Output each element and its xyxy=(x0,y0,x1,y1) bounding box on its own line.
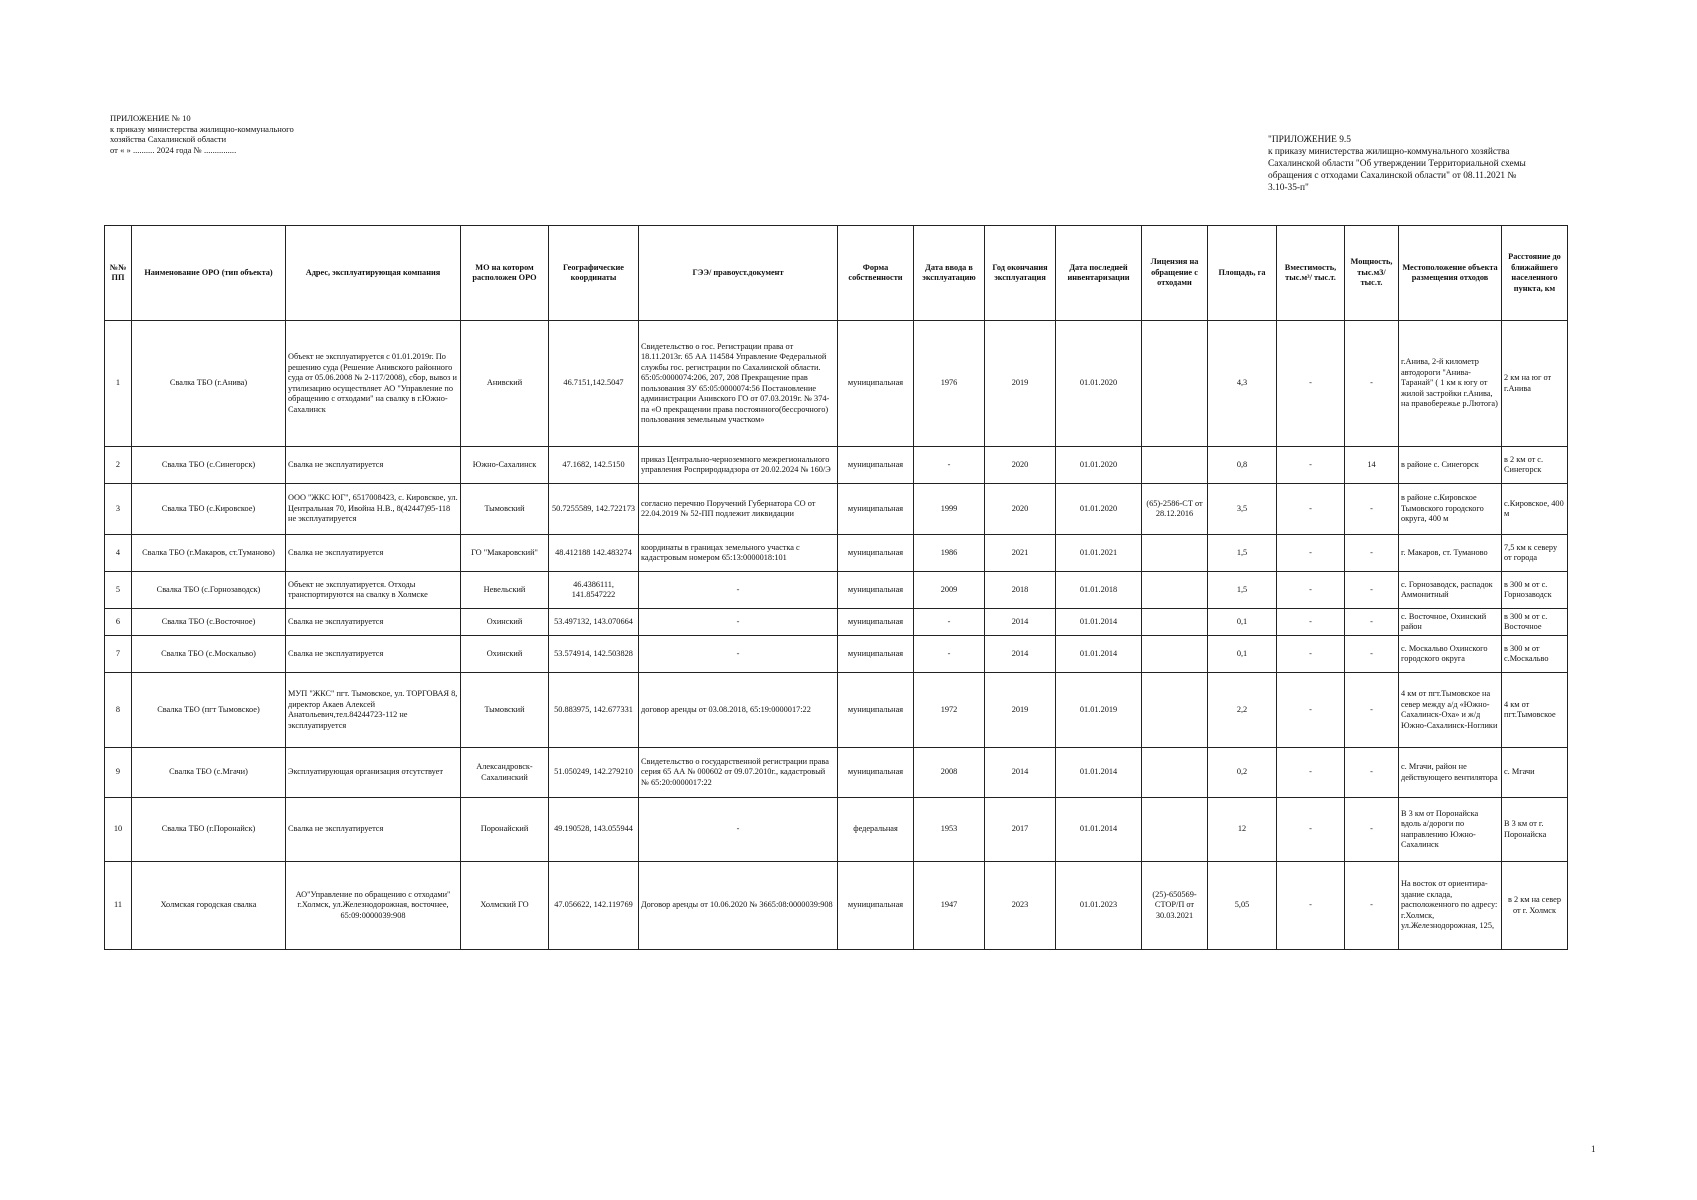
cell-coordinates: 50.7255589, 142.722173 xyxy=(549,484,639,535)
cell-municipality: Южно-Сахалинск xyxy=(461,447,549,484)
cell-municipality: Охинский xyxy=(461,636,549,673)
cell-address-operator: Эксплуатирующая организация отсутствует xyxy=(286,748,461,798)
cell-area: 4,3 xyxy=(1208,321,1277,447)
table-row xyxy=(105,748,1568,798)
cell-address-operator: ООО "ЖКС ЮГ", 6517008423, с. Кировское, ул. Центральная 70, Ивойна Н.В., 8(42447)95-118 не эксплуатируется xyxy=(286,484,461,535)
cell-inventory-date: 01.01.2014 xyxy=(1056,798,1142,862)
cell-license xyxy=(1142,321,1208,447)
cell-legal-document: - xyxy=(639,636,838,673)
cell-power: - xyxy=(1345,572,1399,609)
cell-object-name: Свалка ТБО (с.Горнозаводск) xyxy=(132,572,286,609)
cell-object-name: Холмская городская свалка xyxy=(132,862,286,950)
cell-inventory-date: 01.01.2020 xyxy=(1056,484,1142,535)
cell-ownership: муниципальная xyxy=(838,447,914,484)
cell-municipality: Невельский xyxy=(461,572,549,609)
cell-power: - xyxy=(1345,748,1399,798)
cell-location: с. Восточное, Охинский район xyxy=(1399,609,1502,636)
header-right-line: обращения с отходами Сахалинской области" от 08.11.2021 № xyxy=(1268,171,1517,181)
cell-ownership: муниципальная xyxy=(838,484,914,535)
cell-row-number: 3 xyxy=(105,484,132,535)
cell-row-number: 9 xyxy=(105,748,132,798)
cell-location: с. Москальво Охинского городского округа xyxy=(1399,636,1502,673)
waste-facilities-table xyxy=(104,225,1568,950)
cell-license: (25)-650569-СТОР/П от 30.03.2021 xyxy=(1142,862,1208,950)
table-row xyxy=(105,862,1568,950)
cell-address-operator: Свалка не эксплуатируется xyxy=(286,447,461,484)
cell-row-number: 11 xyxy=(105,862,132,950)
cell-legal-document: Свидетельство о государственной регистрации права серия 65 АА № 000602 от 09.07.2010г., кадастровый № 65:20:0000017:22 xyxy=(639,748,838,798)
cell-start-date: 1972 xyxy=(914,673,985,748)
cell-area: 0,8 xyxy=(1208,447,1277,484)
header-left-line: хозяйства Сахалинской области xyxy=(110,134,227,145)
cell-start-date: 1986 xyxy=(914,535,985,572)
column-header-area: Площадь, га xyxy=(1208,226,1277,321)
table-row xyxy=(105,572,1568,609)
column-header-capacity: Вместимость, тыс.м³/ тыс.т. xyxy=(1277,226,1345,321)
cell-license xyxy=(1142,636,1208,673)
header-left-line: к приказу министерства жилищно-коммунального xyxy=(110,123,294,134)
cell-address-operator: Свалка не эксплуатируется xyxy=(286,636,461,673)
cell-row-number: 4 xyxy=(105,535,132,572)
cell-start-date: 1953 xyxy=(914,798,985,862)
cell-inventory-date: 01.01.2021 xyxy=(1056,535,1142,572)
cell-object-name: Свалка ТБО (г.Поронайск) xyxy=(132,798,286,862)
table-row xyxy=(105,535,1568,572)
cell-address-operator: Свалка не эксплуатируется xyxy=(286,609,461,636)
cell-license xyxy=(1142,535,1208,572)
cell-object-name: Свалка ТБО (пгт Тымовское) xyxy=(132,673,286,748)
cell-address-operator: Свалка не эксплуатируется xyxy=(286,798,461,862)
cell-distance: с. Мгачи xyxy=(1502,748,1568,798)
header-left-line: от « » .......... 2024 года № ............... xyxy=(110,144,237,155)
cell-power: - xyxy=(1345,798,1399,862)
cell-power: - xyxy=(1345,673,1399,748)
cell-ownership: муниципальная xyxy=(838,636,914,673)
cell-object-name: Свалка ТБО (г.Анива) xyxy=(132,321,286,447)
header-left xyxy=(110,113,410,155)
cell-capacity: - xyxy=(1277,609,1345,636)
cell-start-date: 1947 xyxy=(914,862,985,950)
cell-license xyxy=(1142,748,1208,798)
cell-end-year: 2023 xyxy=(985,862,1056,950)
header-right xyxy=(1268,134,1563,194)
cell-location: На восток от ориентира-здание склада, расположенного по адресу: г.Холмск, ул.Железнодорожная, 125, xyxy=(1399,862,1502,950)
cell-distance: 7,5 км к северу от города xyxy=(1502,535,1568,572)
table-row xyxy=(105,636,1568,673)
cell-license xyxy=(1142,572,1208,609)
cell-end-year: 2018 xyxy=(985,572,1056,609)
cell-inventory-date: 01.01.2018 xyxy=(1056,572,1142,609)
cell-end-year: 2021 xyxy=(985,535,1056,572)
cell-distance: в 300 м от с. Горнозаводск xyxy=(1502,572,1568,609)
cell-address-operator: Свалка не эксплуатируется xyxy=(286,535,461,572)
page-number: 1 xyxy=(1591,1144,1596,1154)
cell-municipality: Холмский ГО xyxy=(461,862,549,950)
cell-power: - xyxy=(1345,484,1399,535)
cell-coordinates: 46.7151,142.5047 xyxy=(549,321,639,447)
cell-area: 1,5 xyxy=(1208,572,1277,609)
cell-license: (65)-2586-СТ от 28.12.2016 xyxy=(1142,484,1208,535)
cell-ownership: муниципальная xyxy=(838,862,914,950)
cell-area: 5,05 xyxy=(1208,862,1277,950)
cell-area: 12 xyxy=(1208,798,1277,862)
cell-distance: 2 км на юг от г.Анива xyxy=(1502,321,1568,447)
cell-area: 1,5 xyxy=(1208,535,1277,572)
cell-end-year: 2020 xyxy=(985,484,1056,535)
column-header-end-year: Год окончания эксплуатация xyxy=(985,226,1056,321)
cell-inventory-date: 01.01.2014 xyxy=(1056,636,1142,673)
cell-distance: 4 км от пгт.Тымовское xyxy=(1502,673,1568,748)
cell-inventory-date: 01.01.2014 xyxy=(1056,748,1142,798)
column-header-inventory-date: Дата последней инвентаризации xyxy=(1056,226,1142,321)
cell-row-number: 2 xyxy=(105,447,132,484)
cell-row-number: 8 xyxy=(105,673,132,748)
cell-municipality: Тымовский xyxy=(461,484,549,535)
cell-coordinates: 48.412188 142.483274 xyxy=(549,535,639,572)
table-row xyxy=(105,447,1568,484)
table-row xyxy=(105,609,1568,636)
cell-municipality: ГО "Макаровский" xyxy=(461,535,549,572)
column-header-legal-document: ГЭЭ/ правоуст.документ xyxy=(639,226,838,321)
cell-row-number: 1 xyxy=(105,321,132,447)
cell-distance: в 2 км на север от г. Холмск xyxy=(1502,862,1568,950)
cell-distance: с.Кировское, 400 м xyxy=(1502,484,1568,535)
cell-legal-document: координаты в границах земельного участка с кадастровым номером 65:13:0000018:101 xyxy=(639,535,838,572)
column-header-distance: Расстояние до ближайшего населенного пункта, км xyxy=(1502,226,1568,321)
cell-inventory-date: 01.01.2019 xyxy=(1056,673,1142,748)
cell-capacity: - xyxy=(1277,447,1345,484)
cell-area: 0,2 xyxy=(1208,748,1277,798)
cell-distance: в 2 км от с. Синегорск xyxy=(1502,447,1568,484)
cell-area: 2,2 xyxy=(1208,673,1277,748)
cell-power: - xyxy=(1345,862,1399,950)
cell-object-name: Свалка ТБО (с.Мгачи) xyxy=(132,748,286,798)
column-header-ownership: Форма собственности xyxy=(838,226,914,321)
cell-ownership: муниципальная xyxy=(838,572,914,609)
cell-end-year: 2020 xyxy=(985,447,1056,484)
cell-start-date: 1976 xyxy=(914,321,985,447)
cell-address-operator: Объект не эксплуатируется с 01.01.2019г. По решению суда (Решение Анивского районного суда от 05.06.2008 № 2-117/2008), сбор, вывоз и утилизацию осуществляет АО "Управление по обращению с отходами" на свалку в г.Южно-Сахалинск xyxy=(286,321,461,447)
cell-municipality: Александровск-Сахалинский xyxy=(461,748,549,798)
cell-municipality: Анивский xyxy=(461,321,549,447)
cell-end-year: 2019 xyxy=(985,321,1056,447)
header-right-line: к приказу министерства жилищно-коммунального хозяйства xyxy=(1268,147,1510,157)
cell-power: - xyxy=(1345,321,1399,447)
cell-location: с. Горнозаводск, распадок Аммонитный xyxy=(1399,572,1502,609)
cell-ownership: муниципальная xyxy=(838,321,914,447)
cell-start-date: 2009 xyxy=(914,572,985,609)
column-header-location: Местоположение объекта размещения отходов xyxy=(1399,226,1502,321)
table-row xyxy=(105,673,1568,748)
cell-inventory-date: 01.01.2014 xyxy=(1056,609,1142,636)
column-header-municipality: МО на котором расположен ОРО xyxy=(461,226,549,321)
cell-start-date: 1999 xyxy=(914,484,985,535)
cell-object-name: Свалка ТБО (с.Восточное) xyxy=(132,609,286,636)
cell-municipality: Поронайский xyxy=(461,798,549,862)
cell-ownership: муниципальная xyxy=(838,535,914,572)
cell-start-date: 2008 xyxy=(914,748,985,798)
cell-location: 4 км от пгт.Тымовское на север между а/д «Южно-Сахалинск-Оха» и ж/д Южно-Сахалинск-Ноглики xyxy=(1399,673,1502,748)
cell-legal-document: - xyxy=(639,572,838,609)
cell-end-year: 2014 xyxy=(985,609,1056,636)
cell-legal-document: Свидетельство о гос. Регистрации права от 18.11.2013г. 65 АА 114584 Управление Федеральной службы гос. регистрации по Сахалинской области. 65:05:0000074:206, 207, 208 Прекращение прав пользования ЗУ 65:05:0000074:56 Постановление администрации Анивского ГО от 07.03.2019г. № 374-па «О прекращении права постоянного(бессрочного) пользования земельным участком» xyxy=(639,321,838,447)
column-header-license: Лицензия на обращение с отходами xyxy=(1142,226,1208,321)
cell-area: 0,1 xyxy=(1208,609,1277,636)
cell-license xyxy=(1142,447,1208,484)
cell-legal-document: - xyxy=(639,609,838,636)
cell-distance: В 3 км от г. Поронайска xyxy=(1502,798,1568,862)
cell-address-operator: МУП "ЖКС" пгт. Тымовское, ул. ТОРГОВАЯ 8, директор Акаев Алексей Анатольевич,тел.84244723-112 не эксплуатируется xyxy=(286,673,461,748)
cell-power: - xyxy=(1345,535,1399,572)
table-row xyxy=(105,321,1568,447)
cell-start-date: - xyxy=(914,447,985,484)
cell-capacity: - xyxy=(1277,673,1345,748)
header-right-line: 3.10-35-п" xyxy=(1268,183,1309,193)
cell-object-name: Свалка ТБО (с.Москальво) xyxy=(132,636,286,673)
cell-address-operator: Объект не эксплуатируется. Отходы транспортируются на свалку в Холмске xyxy=(286,572,461,609)
column-header-row-number: №№ ПП xyxy=(105,226,132,321)
cell-row-number: 10 xyxy=(105,798,132,862)
cell-legal-document: Договор аренды от 10.06.2020 № 3665:08:0000039:908 xyxy=(639,862,838,950)
cell-license xyxy=(1142,798,1208,862)
cell-legal-document: согласно перечню Поручений Губернатора СО от 22.04.2019 № 52-ПП подлежит ликвидации xyxy=(639,484,838,535)
table-row xyxy=(105,798,1568,862)
cell-capacity: - xyxy=(1277,798,1345,862)
cell-inventory-date: 01.01.2020 xyxy=(1056,321,1142,447)
cell-ownership: муниципальная xyxy=(838,748,914,798)
column-header-start-date: Дата ввода в эксплуатацию xyxy=(914,226,985,321)
cell-end-year: 2019 xyxy=(985,673,1056,748)
cell-capacity: - xyxy=(1277,484,1345,535)
cell-coordinates: 50.883975, 142.677331 xyxy=(549,673,639,748)
cell-location: с. Мгачи, район не действующего вентилятора xyxy=(1399,748,1502,798)
cell-row-number: 5 xyxy=(105,572,132,609)
cell-power: - xyxy=(1345,609,1399,636)
cell-object-name: Свалка ТБО (г.Макаров, ст.Туманово) xyxy=(132,535,286,572)
cell-legal-document: - xyxy=(639,798,838,862)
cell-license xyxy=(1142,673,1208,748)
cell-distance: в 300 м от с.Москальво xyxy=(1502,636,1568,673)
cell-coordinates: 53.574914, 142.503828 xyxy=(549,636,639,673)
cell-coordinates: 53.497132, 143.070664 xyxy=(549,609,639,636)
cell-location: в районе с.Кировское Тымовского городского округа, 400 м xyxy=(1399,484,1502,535)
cell-legal-document: приказ Центрально-черноземного межрегионального управления Росприроднадзора от 20.02.2024 № 160/Э xyxy=(639,447,838,484)
cell-coordinates: 47.056622, 142.119769 xyxy=(549,862,639,950)
column-header-address-operator: Адрес, эксплуатирующая компания xyxy=(286,226,461,321)
cell-location: г.Анива, 2-й километр автодороги "Анива-Таранай" ( 1 км к югу от жилой застройки г.Анива, на правобережье р.Лютога) xyxy=(1399,321,1502,447)
cell-municipality: Охинский xyxy=(461,609,549,636)
column-header-power: Мощность, тыс.м3/ тыс.т. xyxy=(1345,226,1399,321)
cell-object-name: Свалка ТБО (с.Синегорск) xyxy=(132,447,286,484)
cell-capacity: - xyxy=(1277,535,1345,572)
cell-coordinates: 47.1682, 142.5150 xyxy=(549,447,639,484)
cell-object-name: Свалка ТБО (с.Кировское) xyxy=(132,484,286,535)
header-left-line: ПРИЛОЖЕНИЕ № 10 xyxy=(110,113,191,123)
cell-location: г. Макаров, ст. Туманово xyxy=(1399,535,1502,572)
column-header-object-name: Наименование ОРО (тип объекта) xyxy=(132,226,286,321)
cell-capacity: - xyxy=(1277,321,1345,447)
cell-ownership: муниципальная xyxy=(838,609,914,636)
cell-legal-document: договор аренды от 03.08.2018, 65:19:0000017:22 xyxy=(639,673,838,748)
cell-capacity: - xyxy=(1277,572,1345,609)
cell-license xyxy=(1142,609,1208,636)
table-row xyxy=(105,484,1568,535)
cell-inventory-date: 01.01.2023 xyxy=(1056,862,1142,950)
cell-capacity: - xyxy=(1277,636,1345,673)
cell-power: - xyxy=(1345,636,1399,673)
cell-address-operator: АО"Управление по обращению с отходами" г.Холмск, ул.Железнодорожная, восточнее, 65:09:0000039:908 xyxy=(286,862,461,950)
cell-start-date: - xyxy=(914,636,985,673)
table-body xyxy=(105,321,1568,950)
cell-end-year: 2014 xyxy=(985,748,1056,798)
cell-end-year: 2017 xyxy=(985,798,1056,862)
cell-inventory-date: 01.01.2020 xyxy=(1056,447,1142,484)
cell-distance: в 300 м от с. Восточное xyxy=(1502,609,1568,636)
cell-location: в районе с. Синегорск xyxy=(1399,447,1502,484)
cell-capacity: - xyxy=(1277,862,1345,950)
cell-end-year: 2014 xyxy=(985,636,1056,673)
column-header-coordinates: Географические координаты xyxy=(549,226,639,321)
cell-row-number: 6 xyxy=(105,609,132,636)
cell-ownership: муниципальная xyxy=(838,673,914,748)
cell-coordinates: 51.050249, 142.279210 xyxy=(549,748,639,798)
cell-coordinates: 49.190528, 143.055944 xyxy=(549,798,639,862)
header-right-line: Сахалинской области "Об утверждении Территориальной схемы xyxy=(1268,159,1526,169)
cell-area: 0,1 xyxy=(1208,636,1277,673)
cell-ownership: федеральная xyxy=(838,798,914,862)
cell-area: 3,5 xyxy=(1208,484,1277,535)
cell-start-date: - xyxy=(914,609,985,636)
cell-power: 14 xyxy=(1345,447,1399,484)
table-header-row xyxy=(105,226,1568,321)
cell-municipality: Тымовский xyxy=(461,673,549,748)
cell-capacity: - xyxy=(1277,748,1345,798)
cell-row-number: 7 xyxy=(105,636,132,673)
cell-location: В 3 км от Поронайска вдоль а/дороги по направлению Южно-Сахалинск xyxy=(1399,798,1502,862)
header-right-line: "ПРИЛОЖЕНИЕ 9.5 xyxy=(1268,135,1351,145)
cell-coordinates: 46.4386111, 141.8547222 xyxy=(549,572,639,609)
